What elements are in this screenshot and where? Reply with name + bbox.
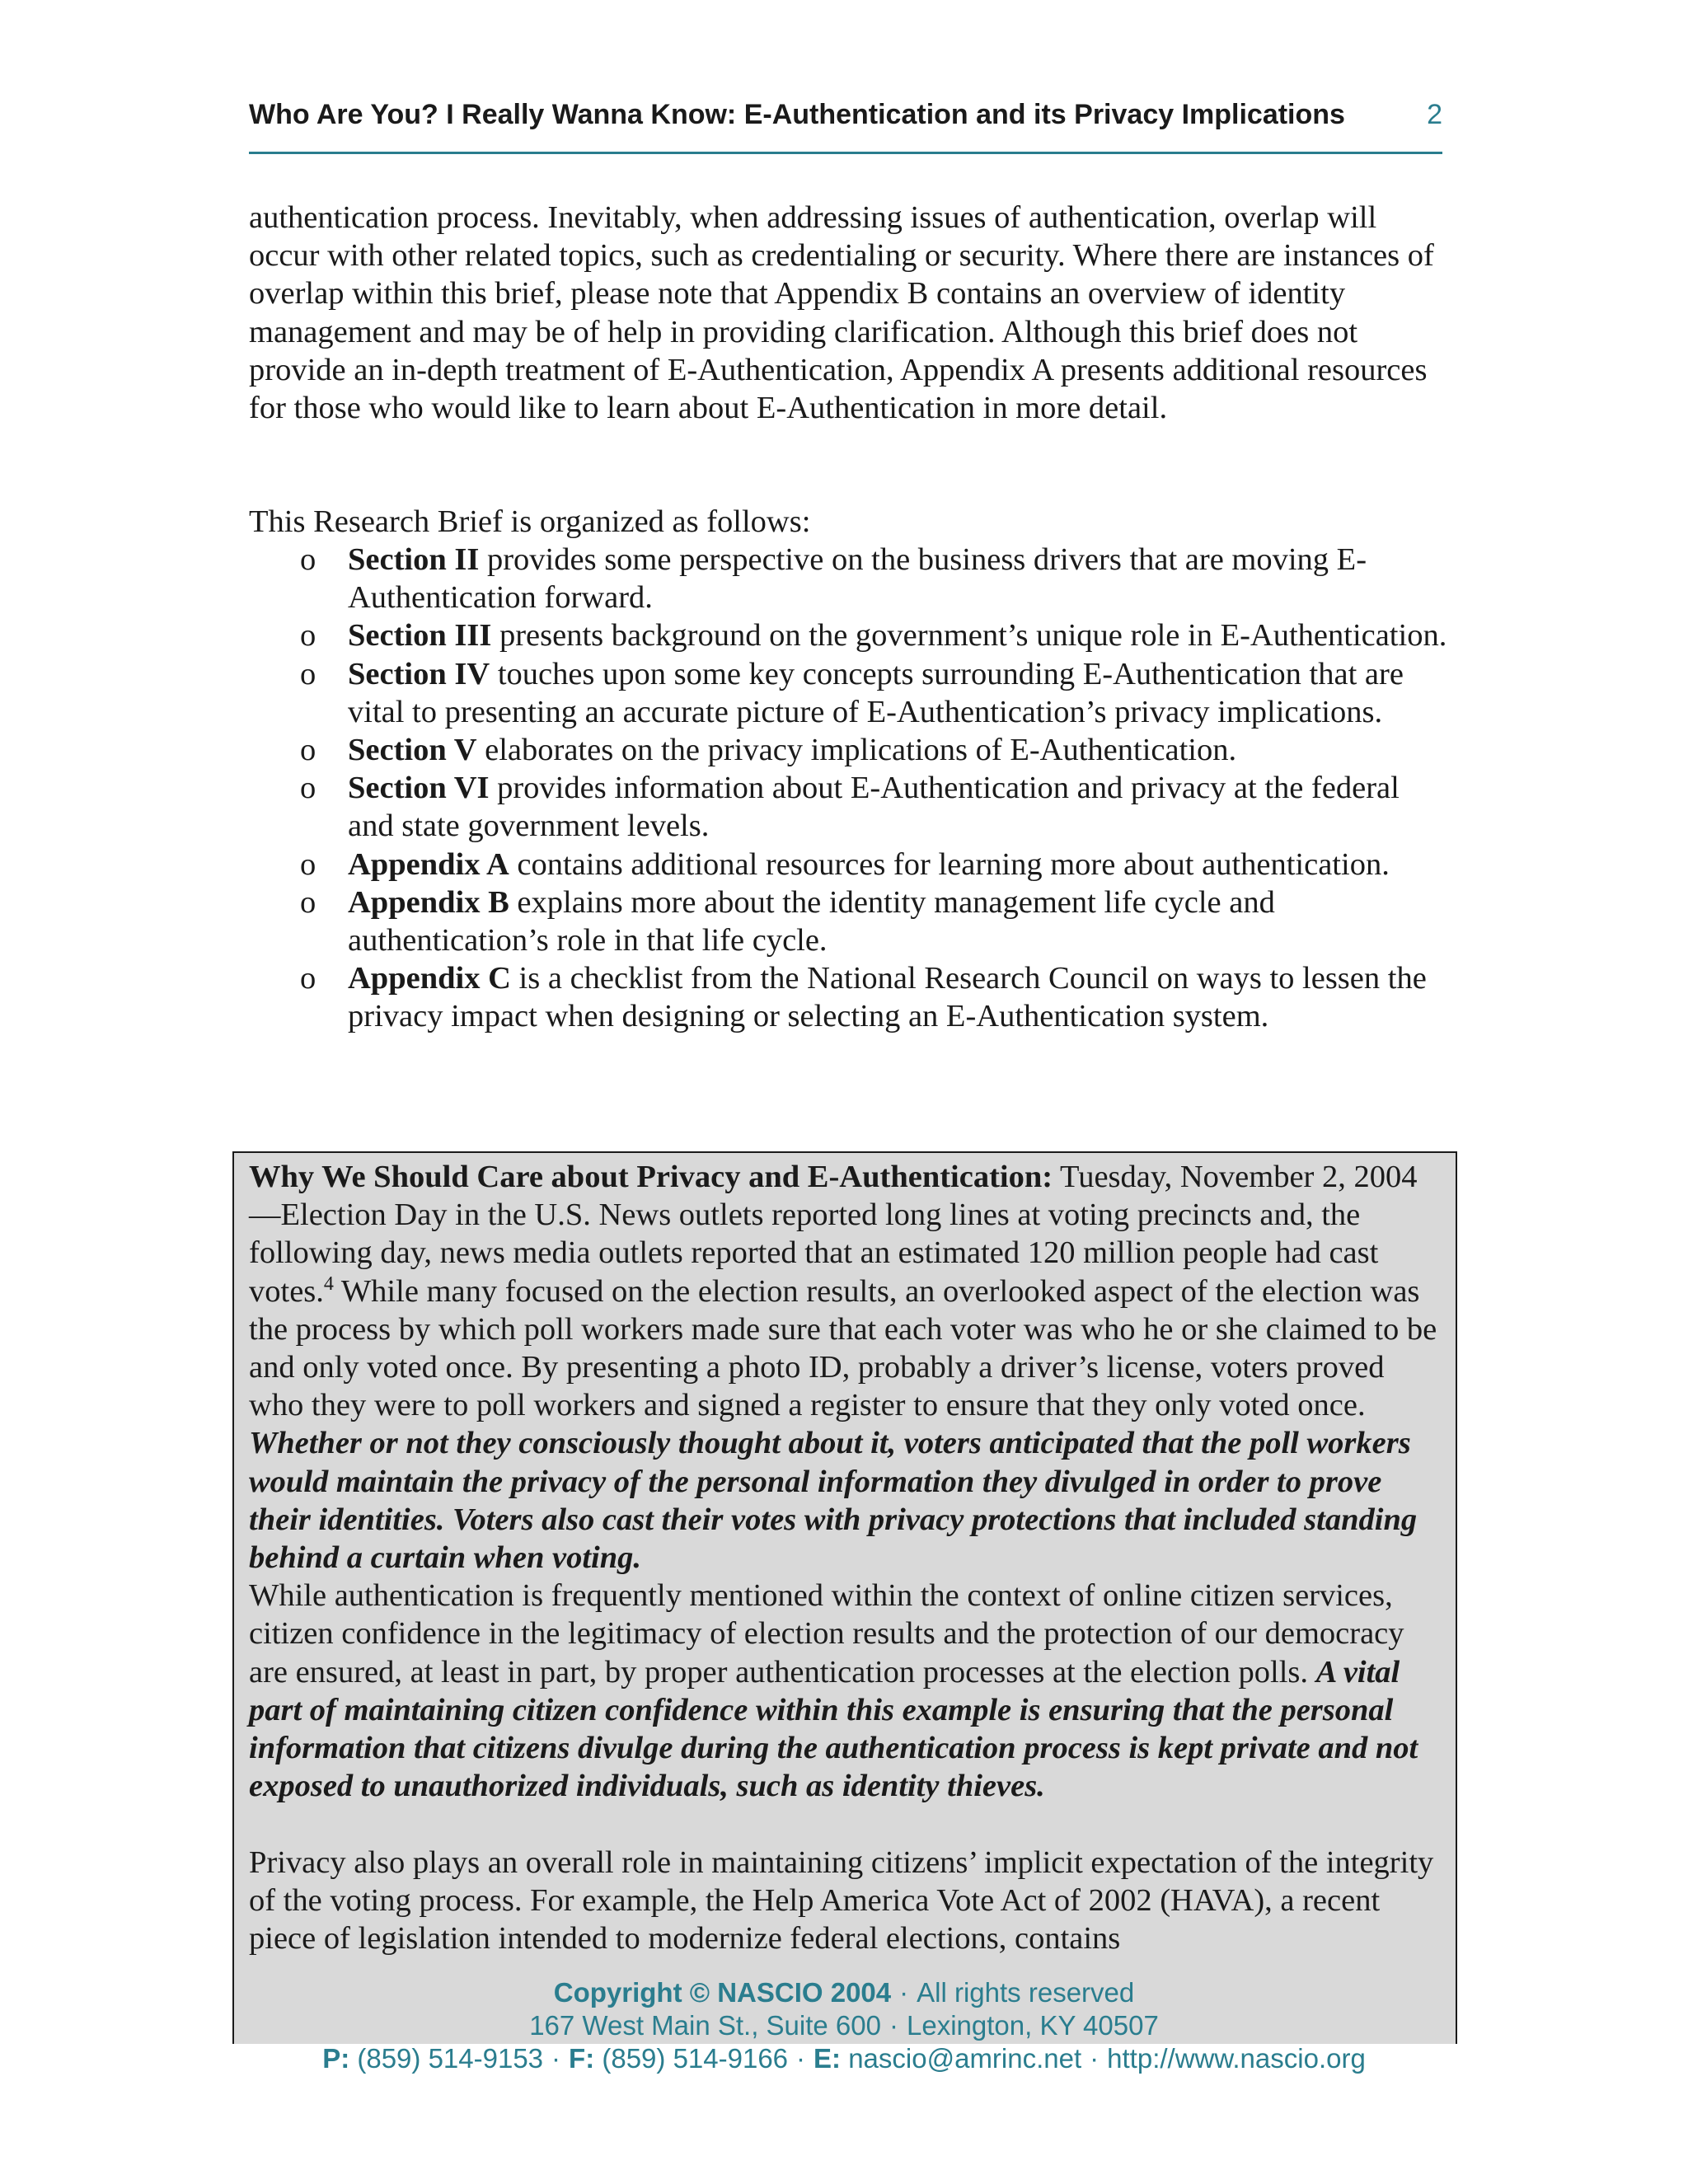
list-item: [249, 541, 1452, 616]
item-text: provides information about E-Authentication and privacy at the federal and state government levels.: [348, 771, 1400, 844]
item-label: Appendix A: [348, 846, 509, 882]
list-item: [249, 769, 1452, 845]
page-footer: [0, 1976, 1688, 2075]
separator: ·: [899, 1977, 909, 2008]
sidebar-emphasis: Whether or not they consciously thought about it, voters anticipated that the poll workers would maintain the privacy of the personal information they divulged in order to prove their identities. Voters also cast their votes with privacy protections that included standing behind a curtain when voting.: [249, 1426, 1418, 1576]
bullet-icon: o: [300, 846, 316, 882]
list-item: [249, 731, 1452, 769]
sidebar-text: Tuesday, November 2, 2004—Election Day in the U.S. News outlets reported long lines at voting precincts and, the following day, news media outlets reported that an estimated 120 million people had cast votes.: [249, 1160, 1418, 1309]
item-text: touches upon some key concepts surrounding E-Authentication that are vital to presenting an accurate picture of E-Authentication’s privacy implications.: [348, 656, 1404, 729]
document-title: Who Are You? I Really Wanna Know: E-Authentication and its Privacy Implications: [249, 99, 1345, 130]
rights: All rights reserved: [917, 1977, 1135, 2008]
section-list: [249, 541, 1452, 1036]
list-item: [249, 959, 1452, 1035]
footnote-marker: 4: [323, 1272, 334, 1295]
email-link[interactable]: nascio@amrinc.net: [848, 2043, 1082, 2074]
sidebar-paragraph-3: Privacy also plays an overall role in maintaining citizens’ implicit expectation of the integrity of the voting process. For example, the Help America Vote Act of 2002 (HAVA), a recent piece of legislation intended to modernize federal elections, contains: [249, 1844, 1434, 1957]
list-item: [249, 883, 1452, 959]
organization-lead: This Research Brief is organized as follows:: [249, 504, 811, 539]
page-header: [249, 92, 1442, 154]
item-text: elaborates on the privacy implications of E-Authentication.: [476, 733, 1237, 768]
bullet-icon: o: [300, 618, 316, 654]
item-text: presents background on the government’s unique role in E-Authentication.: [491, 618, 1447, 654]
bullet-icon: o: [300, 542, 316, 577]
list-item: [249, 846, 1452, 883]
separator: ·: [796, 2043, 806, 2074]
website-link[interactable]: http://www.nascio.org: [1107, 2043, 1366, 2074]
list-item: [249, 616, 1452, 654]
fax: (859) 514-9166: [602, 2043, 789, 2074]
intro-paragraph: authentication process. Inevitably, when addressing issues of authentication, overlap will occur with other related topics, such as credentialing or security. Where there are instances of overlap within this brief, please note that Appendix B contains an overview of identity management and may be of help in providing clarification. Although this brief does not provide an in-depth treatment of E-Authentication, Appendix A presents additional resources for those who would like to learn about E-Authentication in more detail.: [249, 200, 1434, 426]
footer-line-3: [0, 2042, 1688, 2075]
item-text: provides some perspective on the business drivers that are moving E-Authentication forward.: [348, 542, 1367, 616]
sidebar-title: Why We Should Care about Privacy and E-Authentication:: [249, 1160, 1053, 1194]
separator: ·: [551, 2043, 561, 2074]
page-number: 2: [1427, 99, 1442, 130]
separator: ·: [889, 2010, 898, 2041]
item-text: explains more about the identity management life cycle and authentication’s role in that life cycle.: [348, 884, 1275, 958]
item-label: Section II: [348, 542, 480, 577]
item-label: Appendix C: [348, 961, 511, 996]
email-label: E:: [814, 2043, 842, 2074]
bullet-icon: o: [300, 884, 316, 920]
sidebar-emphasis: A vital part of maintaining citizen confidence within this example is ensuring that the personal information that citizens divulge during the authentication process is kept private and not exposed to unauthorized individuals, such as identity thieves.: [249, 1654, 1418, 1804]
item-label: Section VI: [348, 771, 490, 806]
footer-line-1: [0, 1976, 1688, 2009]
privacy-sidebar-box: [232, 1151, 1457, 2044]
item-label: Appendix B: [348, 884, 509, 920]
item-label: Section IV: [348, 656, 490, 691]
item-text: is a checklist from the National Research Council on ways to lessen the privacy impact when designing or selecting an E-Authentication system.: [348, 961, 1427, 1034]
sidebar-text: While many focused on the election results, an overlooked aspect of the election was the process by which poll workers made sure that each voter was who he or she claimed to be and only voted once. By presenting a photo ID, probably a driver’s license, voters proved who they were to poll workers and signed a register to ensure that they only voted once.: [249, 1273, 1437, 1423]
list-item: [249, 655, 1452, 731]
sidebar-text: While authentication is frequently mentioned within the context of online citizen services, citizen confidence in the legitimacy of election results and the protection of our democracy are ensured, at least in part, by proper authentication processes at the election polls.: [249, 1578, 1404, 1690]
bullet-icon: o: [300, 771, 316, 806]
bullet-icon: o: [300, 733, 316, 768]
sidebar-content: [249, 1158, 1446, 1957]
copyright: Copyright © NASCIO 2004: [553, 1977, 892, 2008]
phone: (859) 514-9153: [357, 2043, 544, 2074]
phone-label: P:: [322, 2043, 350, 2074]
footer-line-2: [0, 2009, 1688, 2042]
separator: ·: [1090, 2043, 1100, 2074]
address-street: 167 West Main St., Suite 600: [529, 2010, 881, 2041]
paragraph-gap: [249, 1805, 1446, 1843]
item-label: Section III: [348, 618, 492, 654]
bullet-icon: o: [300, 656, 316, 691]
bullet-icon: o: [300, 961, 316, 996]
sidebar-paragraph-1: [249, 1158, 1446, 1577]
item-label: Section V: [348, 733, 477, 768]
sidebar-paragraph-2: [249, 1577, 1446, 1805]
address-city: Lexington, KY 40507: [906, 2010, 1159, 2041]
item-text: contains additional resources for learning more about authentication.: [509, 846, 1390, 882]
fax-label: F:: [569, 2043, 595, 2074]
